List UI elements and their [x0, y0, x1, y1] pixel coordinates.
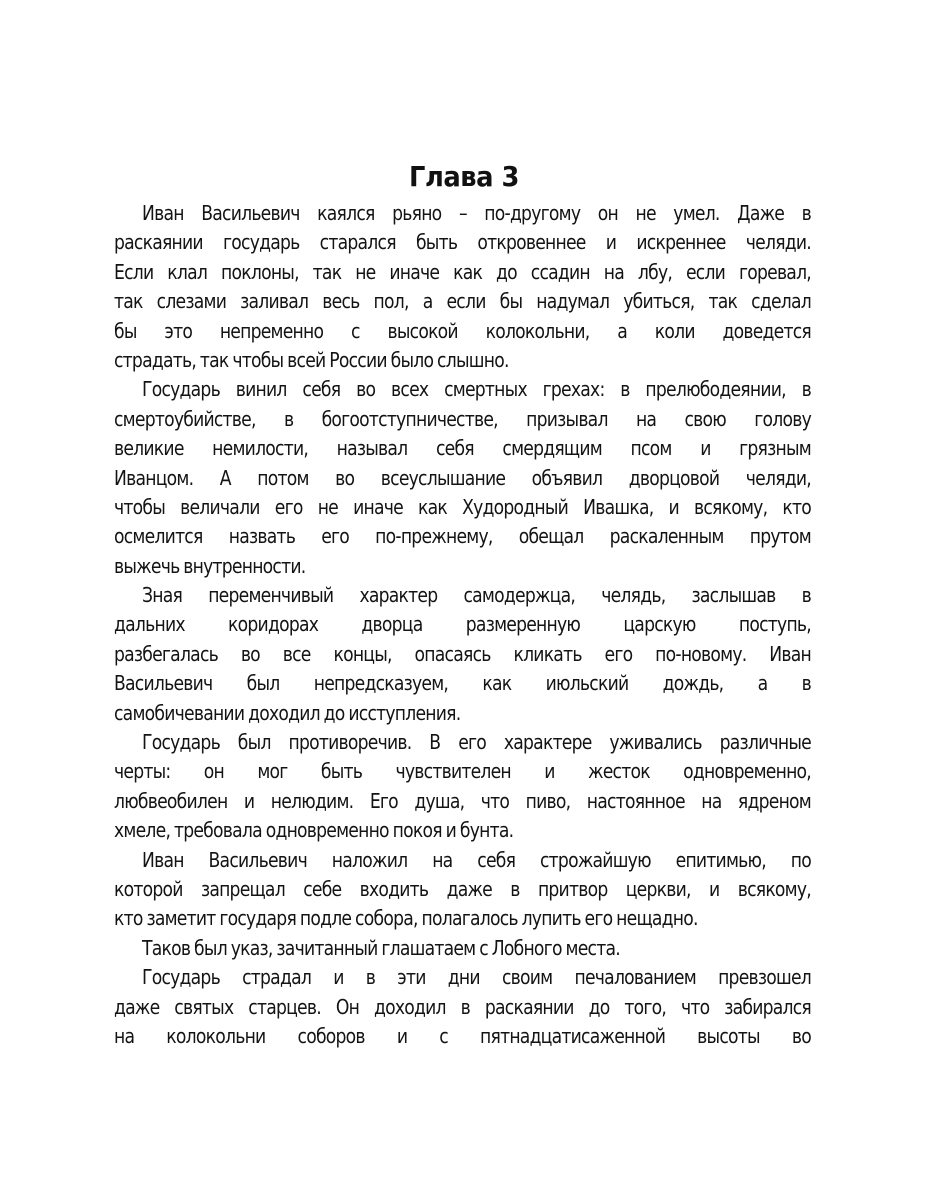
- text-line: разбегалась во все концы, опасаясь кликать его по-новому. Иван: [114, 641, 811, 666]
- text-line: Зная переменчивый характер самодержца, челядь, заслышав в: [142, 583, 811, 608]
- paragraph-7: [114, 963, 811, 1051]
- paragraph-3: [114, 581, 811, 728]
- text-line: раскаянии государь старался быть откровеннее и искреннее челяди.: [114, 230, 811, 255]
- text-line: великие немилости, называл себя смердящим псом и грязным: [114, 436, 811, 461]
- text-line: так слезами заливал весь пол, а если бы надумал убиться, так сделал: [114, 289, 811, 314]
- text-line: даже святых старцев. Он доходил в раскаянии до того, что забирался: [114, 994, 811, 1019]
- paragraph-1: [114, 199, 811, 375]
- text-line: Государь был противоречив. В его характере уживались различные: [142, 730, 811, 755]
- text-line: кто заметит государя подле собора, полагалось лупить его нещадно.: [114, 906, 698, 931]
- text-line: которой запрещал себе входить даже в притвор церкви, и всякому,: [114, 876, 811, 901]
- text-line: черты: он мог быть чувствителен и жесток одновременно,: [114, 759, 811, 784]
- text-line: дальних коридорах дворца размеренную царскую поступь,: [114, 612, 811, 637]
- text-line: Государь винил себя во всех смертных грехах: в прелюбодеянии, в: [142, 377, 811, 402]
- text-line: страдать, так чтобы всей России было слышно.: [114, 347, 509, 372]
- text-line: любвеобилен и нелюдим. Его душа, что пиво, настоянное на ядреном: [114, 788, 811, 813]
- paragraph-4: [114, 728, 811, 846]
- paragraph-6: [114, 934, 811, 963]
- text-line: хмеле, требовала одновременно покоя и бунта.: [114, 818, 514, 843]
- text-line: смертоубийстве, в богоотступничестве, призывал на свою голову: [114, 406, 811, 431]
- text-line: Иванцом. А потом во всеуслышание объявил дворцовой челяди,: [114, 465, 811, 490]
- text-line: Таков был указ, зачитанный глашатаем с Лобного места.: [142, 935, 620, 960]
- text-line: осмелится назвать его по-прежнему, обещал раскаленным прутом: [114, 524, 811, 549]
- text-line: самобичевании доходил до исступления.: [114, 700, 461, 725]
- text-line: Васильевич был непредсказуем, как июльский дождь, а в: [114, 671, 811, 696]
- chapter-body: [114, 199, 811, 1051]
- text-line: чтобы величали его не иначе как Худородный Ивашка, и всякому, кто: [114, 494, 811, 519]
- text-line: на колокольни соборов и с пятнадцатисаженной высоты во: [114, 1023, 811, 1048]
- paragraph-5: [114, 846, 811, 934]
- text-line: Если клал поклоны, так не иначе как до ссадин на лбу, если горевал,: [114, 259, 811, 284]
- chapter-title: Глава 3: [408, 159, 520, 193]
- text-line: Иван Васильевич наложил на себя строжайшую епитимью, по: [142, 847, 811, 872]
- text-line: выжечь внутренности.: [114, 553, 306, 578]
- text-line: Иван Васильевич каялся рьяно – по-другому он не умел. Даже в: [142, 201, 811, 225]
- paragraph-2: [114, 375, 811, 581]
- text-line: Государь страдал и в эти дни своим печалованием превзошел: [142, 965, 811, 990]
- text-line: бы это непременно с высокой колокольни, а коли доведется: [114, 318, 811, 343]
